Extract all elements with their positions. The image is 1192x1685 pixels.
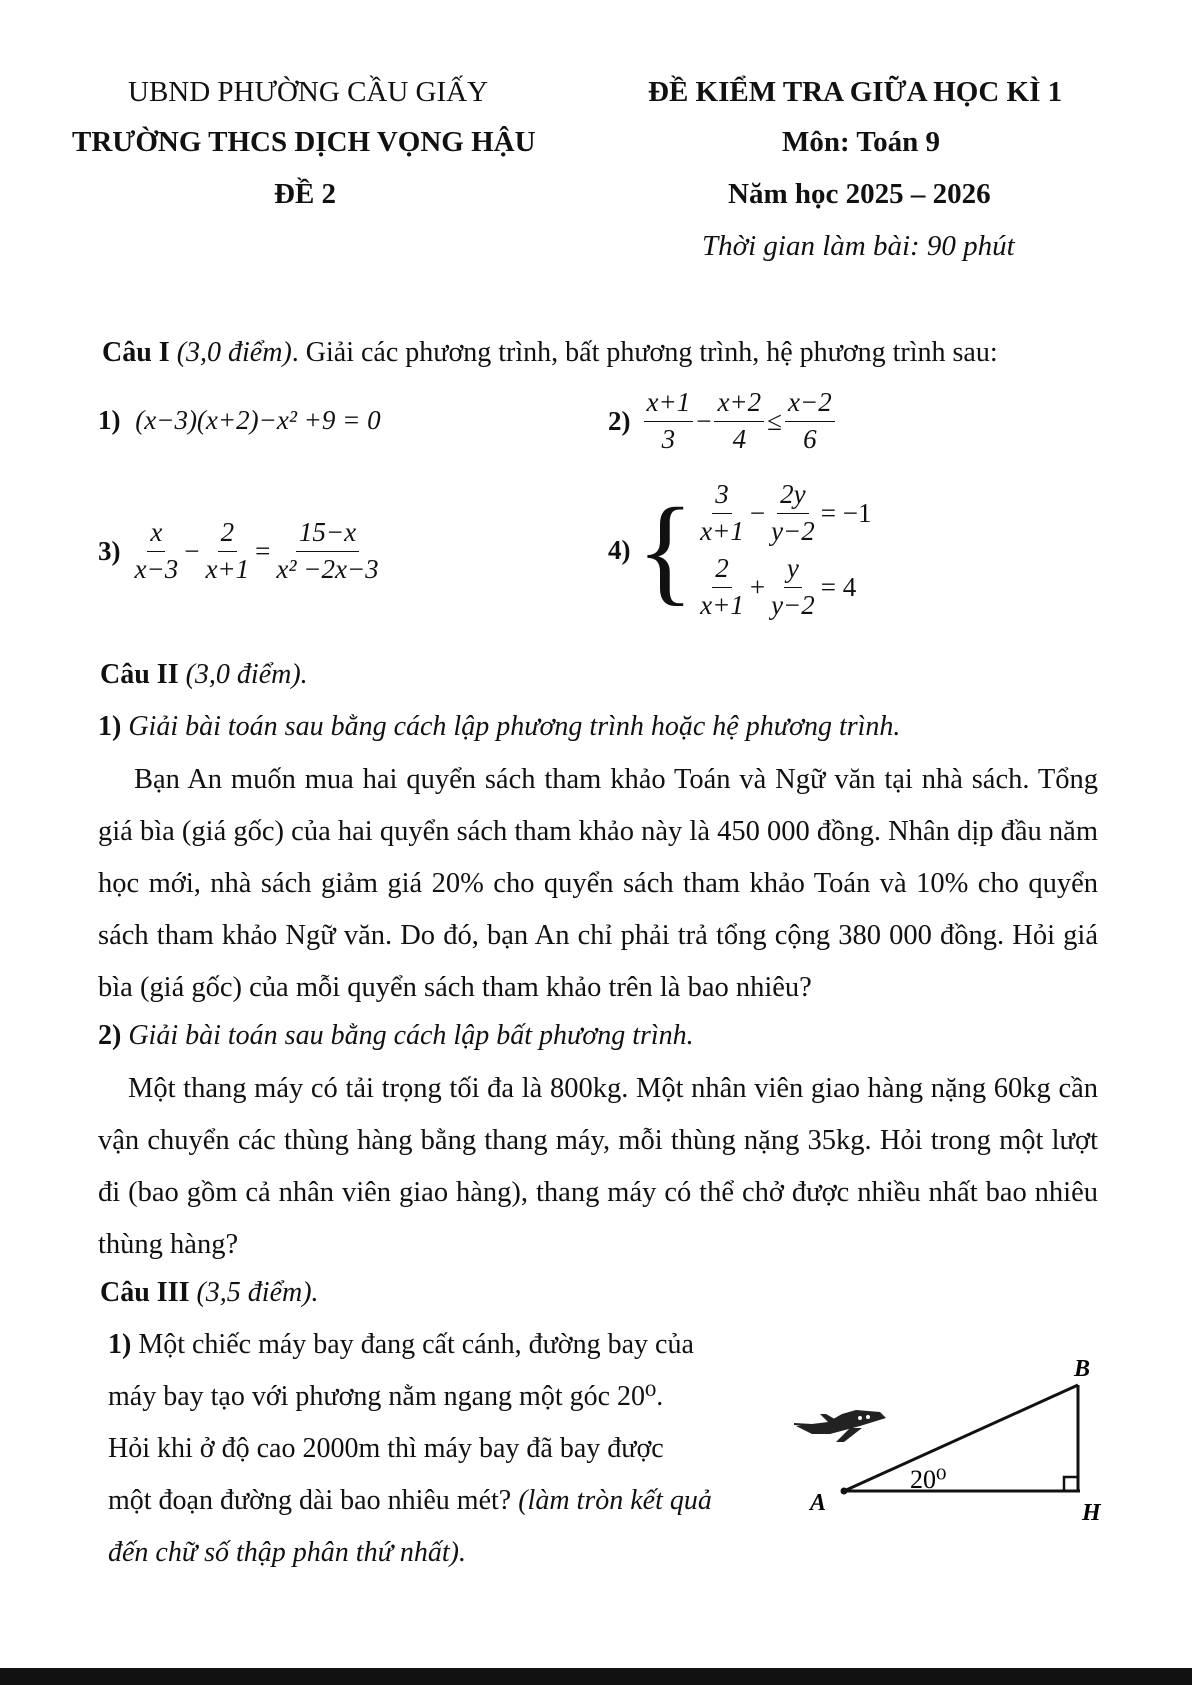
problem-1-1-equation: (x−3)(x+2)−x² +9 = 0 xyxy=(135,405,381,435)
problem-1-2 xyxy=(608,388,838,454)
fraction xyxy=(714,388,764,454)
header-exam-title: ĐỀ KIỂM TRA GIỮA HỌC KÌ 1 xyxy=(648,76,1063,108)
right-angle-mark xyxy=(1064,1477,1078,1491)
problem-1-2-label: 2) xyxy=(608,405,631,436)
rhs: = −1 xyxy=(820,497,872,528)
fraction xyxy=(768,554,818,620)
denominator: 4 xyxy=(732,423,747,454)
question-3-points: (3,5 điểm). xyxy=(196,1277,319,1308)
denominator: 6 xyxy=(803,423,817,454)
header-authority: UBND PHƯỜNG CẦU GIẤY xyxy=(128,76,489,108)
operator: + xyxy=(749,572,766,603)
numerator: x+2 xyxy=(714,388,764,422)
denominator: y−2 xyxy=(771,590,815,621)
question-1-intro: . Giải các phương trình, bất phương trình, hệ phương trình sau: xyxy=(291,337,998,368)
fraction xyxy=(697,480,747,546)
problem-1-1-label: 1) xyxy=(98,405,121,435)
question-3-line-3: Hỏi khi ở độ cao 2000m thì máy bay đã bay được xyxy=(108,1433,664,1464)
question-1-points: (3,0 điểm) xyxy=(176,337,292,368)
fraction xyxy=(273,518,381,584)
part-label: 1) xyxy=(98,711,122,742)
denominator: x+1 xyxy=(700,590,744,621)
denominator: x−3 xyxy=(134,553,179,584)
denominator: y−2 xyxy=(771,515,815,546)
header-exam-code: ĐỀ 2 xyxy=(274,178,337,210)
denominator: x² −2x−3 xyxy=(276,553,379,584)
question-2-heading xyxy=(100,658,308,692)
angle-label: 20⁰ xyxy=(910,1465,947,1494)
flight-path-line xyxy=(844,1385,1078,1491)
question-2-part-1-text xyxy=(98,754,1098,1014)
question-3-line-4 xyxy=(108,1484,712,1518)
equation-system xyxy=(694,480,871,621)
problem-text: Một thang máy có tải trọng tối đa là 800kg. Một nhân viên giao hàng nặng 60kg cần vận chuyển các thùng hàng bằng thang máy, mỗi thùng nặng 35kg. Hỏi trong một lượt đi (bao gồm cả nhân viên giao hàng), thang máy có thể chở được nhiều nhất bao nhiêu thùng hàng? xyxy=(98,1073,1098,1260)
label-b: B xyxy=(1074,1356,1091,1382)
fraction xyxy=(202,518,252,584)
question-3-line-2: máy bay tạo với phương nằm ngang một góc 20⁰. xyxy=(108,1381,664,1412)
airplane-icon xyxy=(794,1410,886,1442)
part-label: 2) xyxy=(98,1020,122,1051)
problem-1-3-label: 3) xyxy=(98,535,121,566)
header-subject: Môn: Toán 9 xyxy=(782,126,940,158)
operator: − xyxy=(184,535,200,566)
question-1-title: Câu I xyxy=(102,337,170,368)
denominator: 3 xyxy=(661,423,676,454)
question-3-line-5: đến chữ số thập phân thứ nhất). xyxy=(108,1537,466,1568)
question-2-part-2-instruction xyxy=(98,1019,694,1053)
rhs: = 4 xyxy=(820,572,857,603)
operator: − xyxy=(749,497,766,528)
numerator: x xyxy=(147,518,165,552)
operator: ≤ xyxy=(767,405,782,436)
problem-text: Bạn An muốn mua hai quyển sách tham khảo Toán và Ngữ văn tại nhà sách. Tổng giá bìa (giá gốc) của hai quyển sách tham khảo này là 450 000 đồng. Nhân dịp đầu năm học mới, nhà sách giảm giá 20% cho quyển sách tham khảo Toán và 10% cho quyển sách tham khảo Ngữ văn. Do đó, bạn An chỉ phải trả tổng cộng 380 000 đồng. Hỏi giá bìa (giá gốc) của mỗi quyển sách tham khảo trên là bao nhiêu? xyxy=(98,764,1098,1003)
part-instruction: Giải bài toán sau bằng cách lập phương trình hoặc hệ phương trình. xyxy=(128,711,901,742)
numerator: 15−x xyxy=(296,518,359,552)
operator: = xyxy=(255,535,271,566)
problem-1-1 xyxy=(98,405,381,436)
numerator: 3 xyxy=(712,480,732,514)
question-2-points: (3,0 điểm). xyxy=(185,659,308,690)
fraction xyxy=(768,480,818,546)
question-2-title: Câu II xyxy=(100,659,179,690)
header-school: TRƯỜNG THCS DỊCH VỌNG HẬU xyxy=(72,126,536,158)
numerator: 2y xyxy=(777,480,808,514)
label-a: A xyxy=(810,1490,827,1516)
header-school-year: Năm học 2025 – 2026 xyxy=(728,178,991,210)
point-a xyxy=(841,1488,848,1495)
fraction xyxy=(644,388,694,454)
question-1-heading xyxy=(102,336,998,370)
fraction xyxy=(785,388,835,454)
line-text-italic: (làm tròn kết quả xyxy=(518,1485,712,1516)
fraction xyxy=(697,554,747,620)
numerator: 2 xyxy=(218,518,238,552)
problem-1-4 xyxy=(608,480,872,621)
numerator: x+1 xyxy=(644,388,694,422)
triangle-figure xyxy=(790,1330,1120,1530)
numerator: y xyxy=(784,554,802,588)
denominator: x+1 xyxy=(205,553,250,584)
numerator: x−2 xyxy=(785,388,835,422)
problem-1-4-label: 4) xyxy=(608,534,631,565)
denominator: x+1 xyxy=(700,515,744,546)
system-brace-icon: { xyxy=(636,483,695,617)
part-label: 1) xyxy=(108,1329,132,1360)
line-text: một đoạn đường dài bao nhiêu mét? xyxy=(108,1485,512,1516)
line-text: Một chiếc máy bay đang cất cánh, đường bay của xyxy=(138,1329,694,1360)
header-duration: Thời gian làm bài: 90 phút xyxy=(702,230,1015,262)
question-2-part-2-text xyxy=(98,1063,1098,1271)
scan-bottom-edge xyxy=(0,1668,1192,1685)
question-3-line-1 xyxy=(108,1328,694,1362)
fraction xyxy=(132,518,182,584)
part-instruction: Giải bài toán sau bằng cách lập bất phương trình. xyxy=(128,1020,694,1051)
label-h: H xyxy=(1082,1500,1101,1526)
operator: − xyxy=(696,405,712,436)
question-3-title: Câu III xyxy=(100,1277,190,1308)
question-3-heading xyxy=(100,1276,319,1310)
question-2-part-1-instruction xyxy=(98,710,900,744)
problem-1-3 xyxy=(98,518,385,584)
system-row-1 xyxy=(694,480,871,546)
system-row-2 xyxy=(694,554,871,620)
numerator: 2 xyxy=(712,554,732,588)
